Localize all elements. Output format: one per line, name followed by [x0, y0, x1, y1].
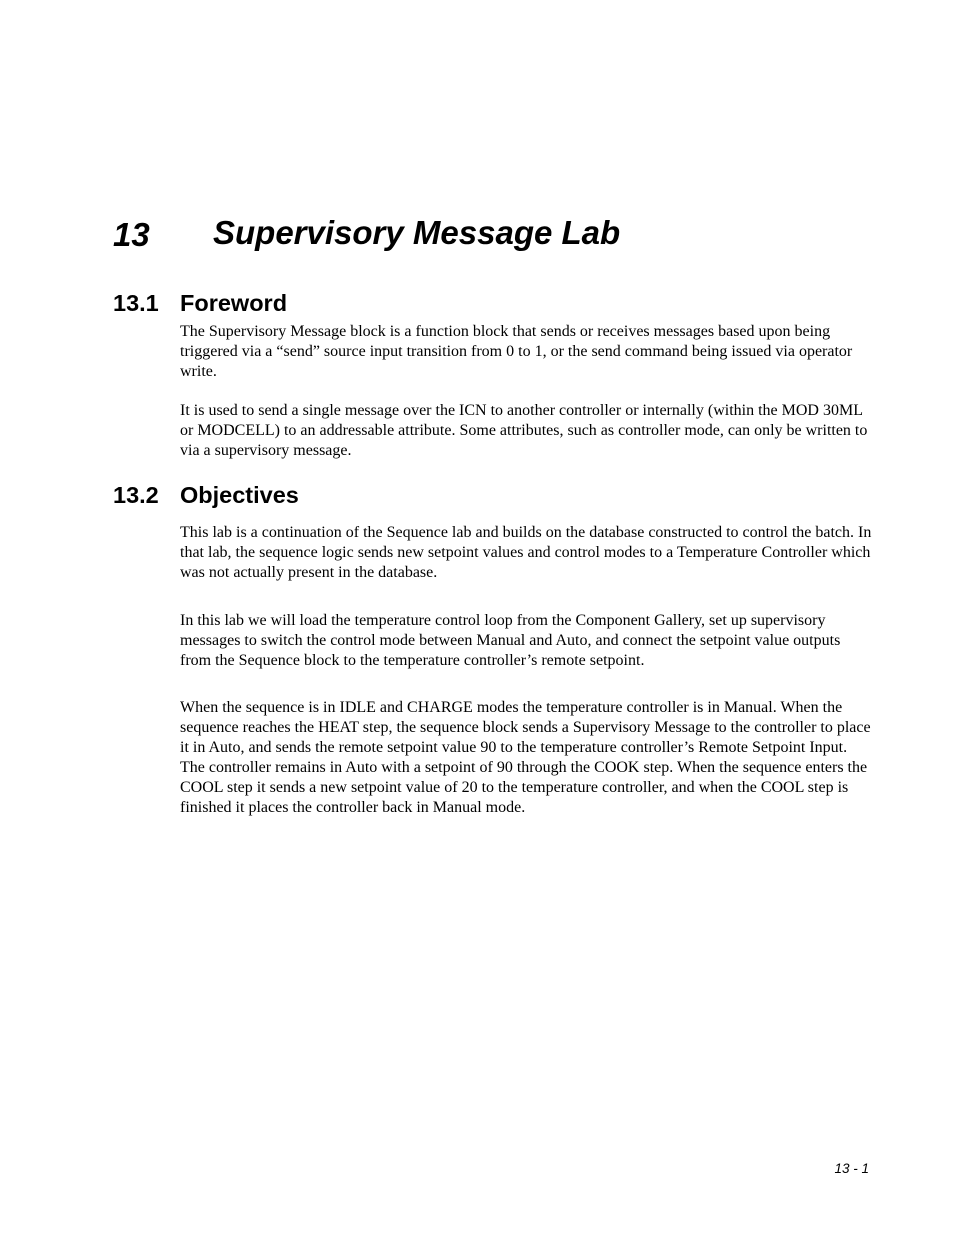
objectives-paragraph-1: This lab is a continuation of the Sequence lab and builds on the database constructed to control the batch. In that lab, the sequence logic sends new setpoint values and control modes to a Temperature Controller which was not actually present in the database.	[180, 524, 872, 581]
section-number: 13.2	[113, 482, 159, 508]
chapter-heading	[113, 208, 873, 258]
section-number: 13.1	[113, 290, 159, 316]
section-title: Foreword	[180, 290, 288, 316]
objectives-paragraph-2: In this lab we will load the temperature control loop from the Component Gallery, set up supervisory messages to switch the control mode between Manual and Auto, and connect the setpoint value outputs from the Sequence block to the temperature controller’s remote setpoint.	[180, 612, 841, 669]
page-number: 13 - 1	[834, 1161, 869, 1176]
objectives-paragraph-3: When the sequence is in IDLE and CHARGE modes the temperature controller is in Manual. When the sequence reaches the HEAT step, the sequence block sends a Supervisory Message to the controller to place it in Auto, and sends the remote setpoint value 90 to the temperature controller’s Remote Setpoint Input. The controller remains in Auto with a setpoint of 90 through the COOK step. When the sequence enters the COOL step it sends a new setpoint value of 20 to the temperature controller, and when the COOL step is finished it places the controller back in Manual mode.	[180, 699, 871, 816]
chapter-number: 13	[113, 216, 150, 253]
section-title: Objectives	[180, 482, 299, 508]
foreword-paragraph-2: It is used to send a single message over the ICN to another controller or internally (within the MOD 30ML or MODCELL) to an addressable attribute. Some attributes, such as controller mode, can only be written to via a supervisory message.	[180, 402, 868, 459]
chapter-title: Supervisory Message Lab	[213, 214, 621, 251]
foreword-paragraph-1: The Supervisory Message block is a function block that sends or receives messages based upon being triggered via a “send” source input transition from 0 to 1, or the send command being issued via operator write.	[180, 323, 853, 380]
